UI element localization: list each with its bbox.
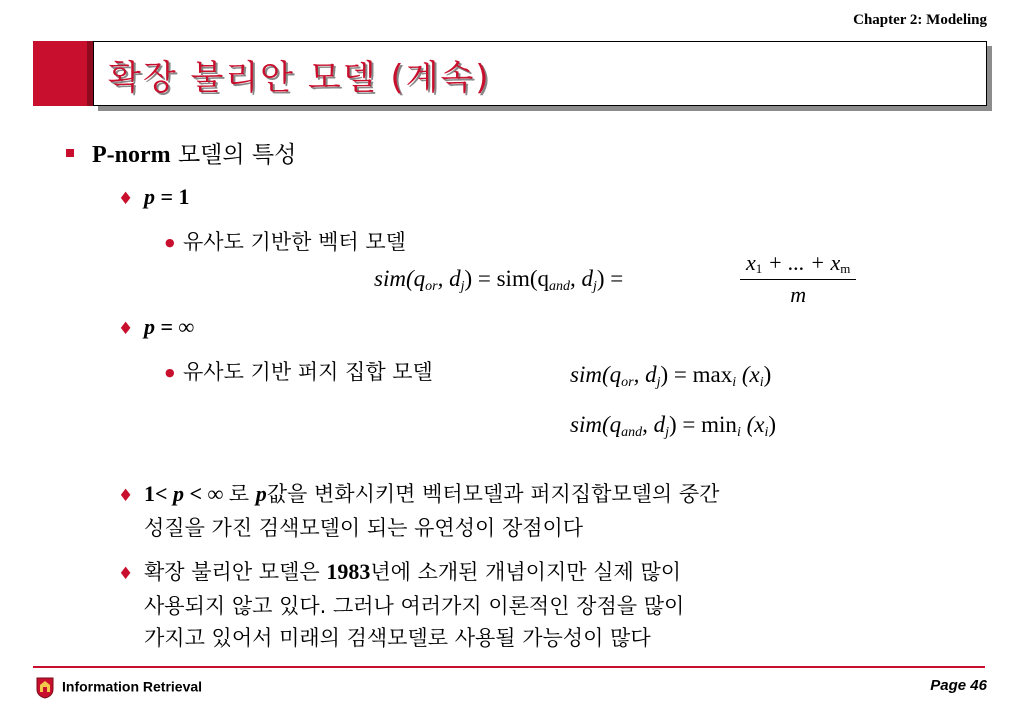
frac-mid: + ... + x — [762, 250, 841, 275]
max-f-e: ) — [763, 362, 772, 387]
p1-desc: 유사도 기반한 벡터 모델 — [183, 230, 406, 254]
b3-p2: p — [255, 481, 267, 506]
footer-left-text: Information Retrieval — [62, 678, 203, 695]
p1-f-or: or — [425, 279, 438, 294]
crest-icon — [36, 677, 54, 699]
b3-line2: 성질을 가진 검색모델이 되는 유연성이 장점이다 — [144, 516, 584, 540]
p1-bullet — [118, 184, 190, 210]
p1-f-eq2: ) = sim(q — [464, 266, 549, 291]
min-f-j: j — [665, 425, 670, 440]
footer-course — [36, 677, 202, 699]
max-formula — [570, 362, 771, 391]
frac-x: x — [746, 250, 756, 275]
b4-year: 1983 — [326, 559, 371, 584]
title-accent-block — [33, 41, 93, 106]
diamond-bullet-icon: ♦ — [118, 486, 134, 506]
b4-b: 년에 소개된 개념이지만 실제 많이 — [370, 560, 682, 584]
p1-f-end: ) = — [596, 266, 624, 291]
p1-fraction — [740, 250, 856, 308]
pnorm-range-bullet — [118, 478, 719, 544]
max-f-or: or — [621, 375, 634, 390]
p1-eq: = 1 — [155, 184, 190, 209]
fraction-numerator — [740, 250, 856, 280]
max-f-d: (x — [736, 362, 760, 387]
diamond-bullet-icon: ♦ — [118, 189, 134, 209]
page-number: Page 46 — [930, 677, 987, 694]
p1-formula — [374, 266, 623, 295]
pnorm-term: P-norm — [92, 142, 171, 168]
pinf-bullet — [118, 314, 194, 340]
max-f-a: sim(q — [570, 362, 622, 387]
max-f-j: j — [656, 375, 661, 390]
p1-f-mid2: , d — [570, 266, 593, 291]
pinf-desc: 유사도 기반 퍼지 집합 모델 — [183, 360, 433, 384]
max-f-b: , d — [633, 362, 657, 387]
max-f-c: ) = max — [660, 362, 733, 387]
b3-start: 1< — [144, 481, 174, 506]
chapter-header: Chapter 2: Modeling — [853, 12, 987, 28]
max-f-i2: i — [759, 375, 764, 390]
b4-line3: 가지고 있어서 미래의 검색모델로 사용될 가능성이 많다 — [144, 626, 651, 650]
max-f-i: i — [732, 375, 737, 390]
square-bullet-icon — [66, 149, 74, 157]
p1-f-and: and — [549, 279, 570, 294]
p1-f-j2: j — [593, 279, 597, 294]
section-heading-rest: 모델의 특성 — [170, 142, 297, 168]
history-bullet — [118, 556, 684, 654]
b4-line2: 사용되지 않고 있다. 그러나 여러가지 이론적인 장점을 많이 — [144, 594, 685, 618]
b3-p: p — [173, 481, 185, 506]
footer-divider — [33, 666, 985, 668]
diamond-bullet-icon: ♦ — [118, 564, 134, 584]
b3-ko1: 로 — [228, 482, 256, 506]
section-heading — [66, 136, 296, 169]
dot-bullet-icon: ● — [165, 236, 175, 249]
min-f-e: ) — [768, 412, 777, 437]
b3-ko2: 값을 변화시키면 벡터모델과 퍼지집합모델의 중간 — [266, 482, 720, 506]
b4-a: 확장 불리안 모델은 — [144, 560, 327, 584]
diamond-bullet-icon: ♦ — [118, 319, 134, 339]
frac-sub-m: m — [840, 261, 851, 276]
p1-var: p — [144, 184, 155, 209]
p1-f-mid: , d — [437, 266, 461, 291]
min-f-a: sim(q — [570, 412, 622, 437]
p1-desc-item — [165, 226, 406, 256]
p1-f-lhs: sim(q — [374, 266, 426, 291]
frac-sub-1: 1 — [755, 261, 763, 276]
b3-mid: < ∞ — [184, 481, 229, 506]
pinf-desc-item — [165, 356, 433, 386]
title-frame — [93, 41, 987, 106]
dot-bullet-icon: ● — [165, 366, 175, 379]
p1-f-j: j — [460, 279, 465, 294]
min-f-i2: i — [764, 425, 769, 440]
min-f-and: and — [621, 425, 643, 440]
pinf-eq: = ∞ — [155, 314, 195, 339]
slide-title: 확장 불리안 모델 (계속) — [108, 58, 491, 98]
pinf-var: p — [144, 314, 155, 339]
min-f-c: ) = min — [669, 412, 737, 437]
fraction-denominator: m — [790, 282, 807, 307]
min-formula — [570, 412, 776, 441]
min-f-d: (x — [740, 412, 765, 437]
min-f-b: , d — [642, 412, 666, 437]
min-f-i: i — [736, 425, 741, 440]
